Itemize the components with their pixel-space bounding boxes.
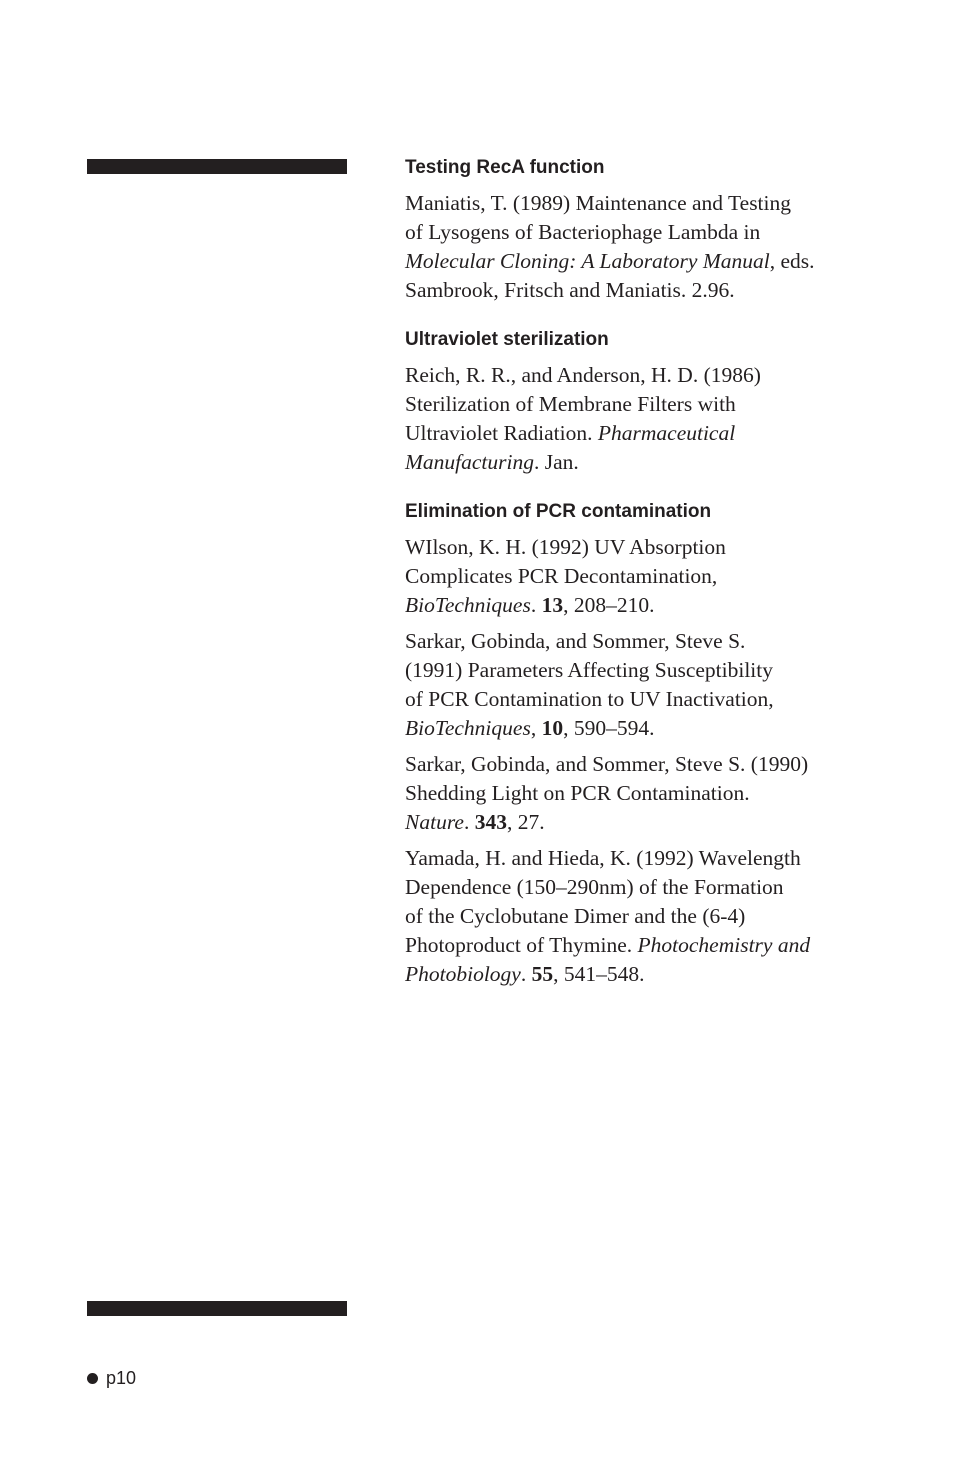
bold-text: 13	[541, 593, 564, 617]
bold-text: 55	[531, 962, 554, 986]
reference-line	[405, 247, 905, 276]
reference-text: Complicates PCR Decontamination,	[405, 564, 718, 588]
page-number: p10	[106, 1368, 137, 1388]
italic-text: Photobiology	[405, 962, 521, 986]
reference-text: , 541–548.	[553, 962, 645, 986]
reference-text: Sarkar, Gobinda, and Sommer, Steve S.	[405, 629, 746, 653]
reference-line	[405, 189, 905, 218]
reference-text: (1991) Parameters Affecting Susceptibility	[405, 658, 774, 682]
reference-line	[405, 844, 905, 873]
reference-line	[405, 960, 905, 989]
reference-line	[405, 779, 905, 808]
reference-entry	[405, 750, 905, 837]
reference-text: , eds.	[769, 249, 815, 273]
reference-text: . Jan.	[534, 450, 579, 474]
reference-text: Sarkar, Gobinda, and Sommer, Steve S. (1990)	[405, 752, 809, 776]
reference-text: of Lysogens of Bacteriophage Lambda in	[405, 220, 761, 244]
reference-text: of PCR Contamination to UV Inactivation,	[405, 687, 774, 711]
reference-section	[405, 327, 905, 477]
reference-entry	[405, 844, 905, 989]
reference-entry	[405, 533, 905, 620]
reference-line	[405, 656, 905, 685]
reference-entry	[405, 361, 905, 477]
reference-section	[405, 499, 905, 989]
reference-text: WIlson, K. H. (1992) UV Absorption	[405, 535, 726, 559]
reference-line	[405, 591, 905, 620]
italic-text: Manufacturing	[405, 450, 534, 474]
reference-entry	[405, 627, 905, 743]
reference-text: Sterilization of Membrane Filters with	[405, 392, 736, 416]
bold-text: 343	[474, 810, 507, 834]
reference-line	[405, 419, 905, 448]
italic-text: Nature	[405, 810, 464, 834]
reference-text: , 590–594.	[563, 716, 655, 740]
reference-section	[405, 155, 905, 305]
reference-line	[405, 562, 905, 591]
header-rule	[87, 159, 347, 174]
reference-text: Reich, R. R., and Anderson, H. D. (1986)	[405, 363, 761, 387]
reference-line	[405, 714, 905, 743]
reference-text: Photoproduct of Thymine.	[405, 933, 638, 957]
bold-text: 10	[541, 716, 564, 740]
italic-text: BioTechniques	[405, 716, 531, 740]
reference-text: , 208–210.	[563, 593, 655, 617]
footer-rule	[87, 1301, 347, 1316]
reference-text: Dependence (150–290nm) of the Formation	[405, 875, 784, 899]
reference-line	[405, 750, 905, 779]
bullet-icon	[87, 1373, 98, 1384]
section-heading: Testing RecA function	[405, 157, 605, 178]
reference-line	[405, 448, 905, 477]
reference-line	[405, 873, 905, 902]
references-column	[405, 155, 905, 1011]
reference-line	[405, 361, 905, 390]
reference-line	[405, 276, 905, 305]
reference-text: Ultraviolet Radiation.	[405, 421, 598, 445]
reference-line	[405, 931, 905, 960]
reference-text: .	[520, 962, 532, 986]
reference-text: of the Cyclobutane Dimer and the (6-4)	[405, 904, 746, 928]
italic-text: Molecular Cloning: A Laboratory Manual	[405, 249, 770, 273]
reference-line	[405, 685, 905, 714]
reference-text: Shedding Light on PCR Contamination.	[405, 781, 750, 805]
reference-text: Maniatis, T. (1989) Maintenance and Testing	[405, 191, 792, 215]
reference-line	[405, 808, 905, 837]
page-footer	[87, 1366, 136, 1390]
reference-line	[405, 390, 905, 419]
section-heading: Elimination of PCR contamination	[405, 501, 712, 522]
reference-line	[405, 533, 905, 562]
reference-line	[405, 218, 905, 247]
reference-line	[405, 627, 905, 656]
italic-text: Pharmaceutical	[597, 421, 736, 445]
section-heading: Ultraviolet sterilization	[405, 329, 609, 350]
reference-text: Sambrook, Fritsch and Maniatis. 2.96.	[405, 278, 735, 302]
reference-entry	[405, 189, 905, 305]
reference-text: .	[463, 810, 475, 834]
reference-text: Yamada, H. and Hieda, K. (1992) Wavelength	[405, 846, 801, 870]
reference-text: .	[530, 593, 542, 617]
reference-text: ,	[530, 716, 542, 740]
italic-text: Photochemistry and	[637, 933, 811, 957]
reference-line	[405, 902, 905, 931]
italic-text: BioTechniques	[405, 593, 531, 617]
reference-text: , 27.	[506, 810, 545, 834]
